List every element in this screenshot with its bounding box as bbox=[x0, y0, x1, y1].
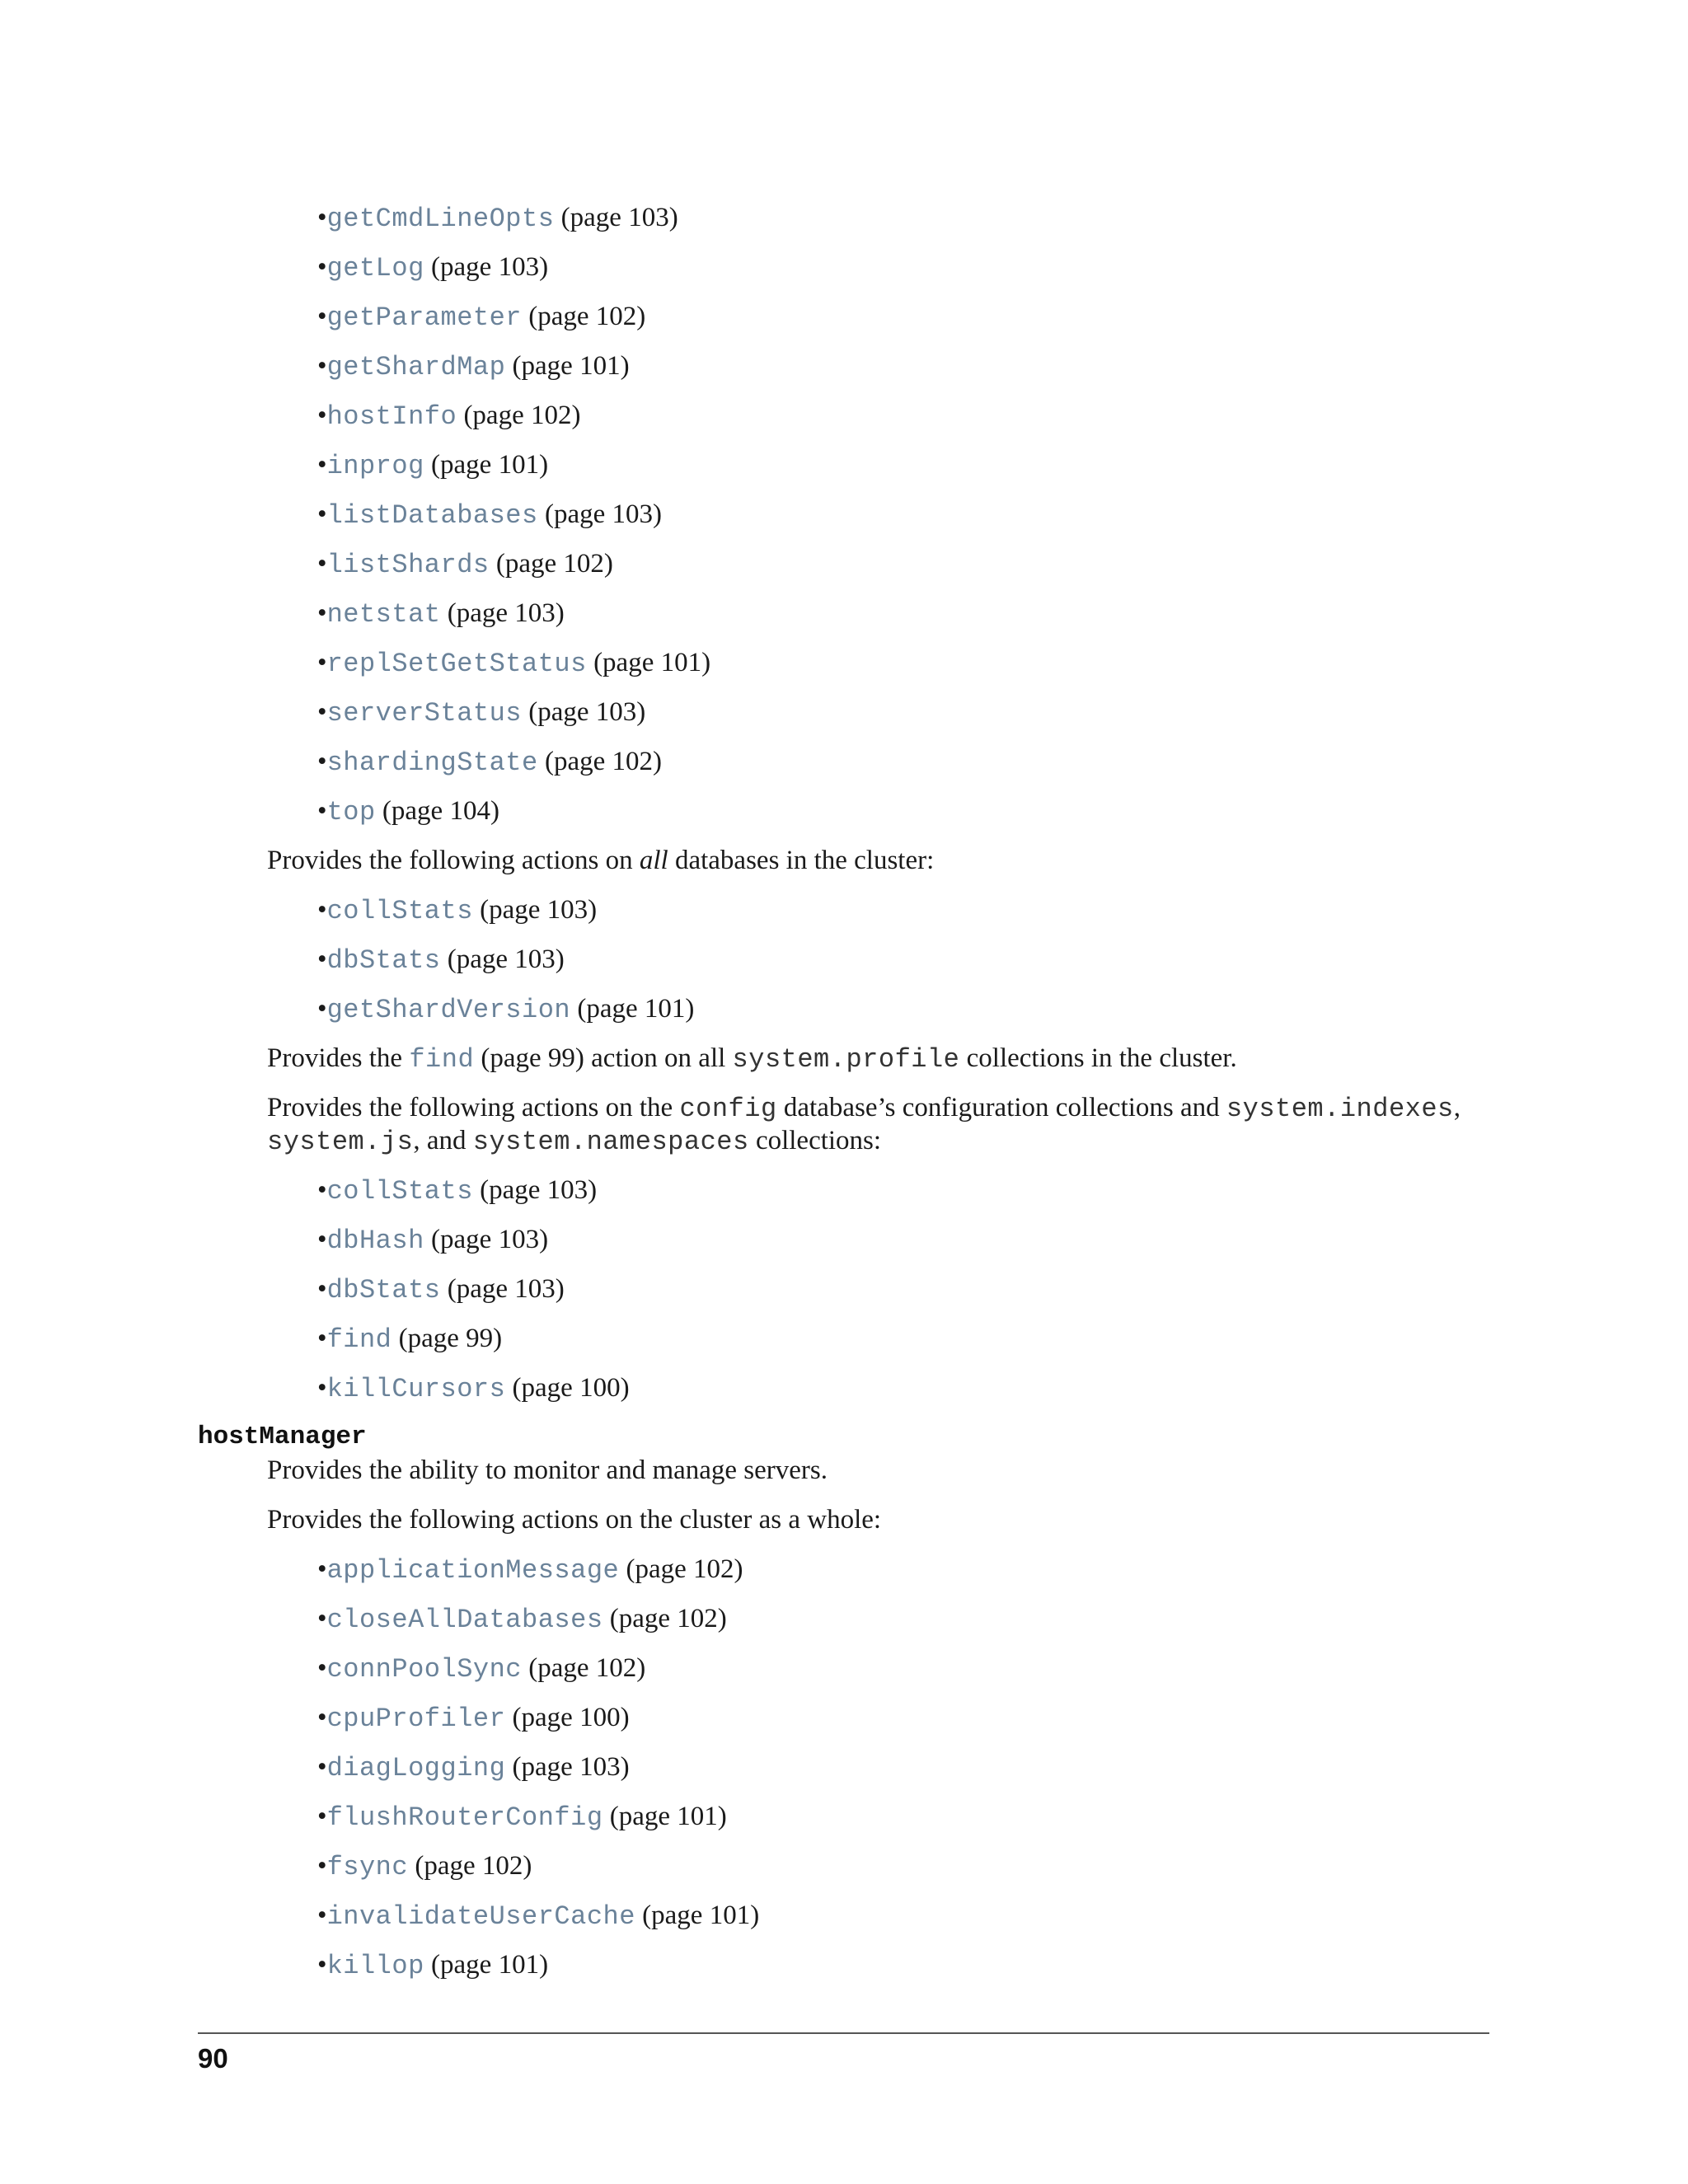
action-link[interactable]: listShards bbox=[326, 550, 490, 580]
action-link[interactable]: getLog bbox=[326, 253, 424, 284]
paragraph-config-line-1: Provides the following actions on the config database’s configuration collections and system.indexes, bbox=[267, 1093, 1461, 1124]
host-manager-description: Provides the ability to monitor and manage servers. bbox=[267, 1455, 828, 1485]
list-item: •inprog (page 101) bbox=[317, 450, 549, 481]
action-link[interactable]: dbHash bbox=[326, 1226, 424, 1256]
paragraph-all-databases: Provides the following actions on all databases in the cluster: bbox=[267, 846, 935, 875]
action-link[interactable]: top bbox=[326, 797, 376, 827]
list-item: •invalidateUserCache (page 101) bbox=[317, 1900, 760, 1932]
action-link[interactable]: collStats bbox=[326, 896, 473, 926]
action-link[interactable]: dbStats bbox=[326, 1275, 441, 1305]
list-item: •killCursors (page 100) bbox=[317, 1373, 630, 1404]
action-link[interactable]: getShardMap bbox=[326, 352, 506, 382]
list-item: •getShardMap (page 101) bbox=[317, 351, 630, 382]
list-item: •diagLogging (page 103) bbox=[317, 1752, 630, 1783]
list-item: •cpuProfiler (page 100) bbox=[317, 1703, 630, 1734]
list-item: •shardingState (page 102) bbox=[317, 747, 662, 778]
action-link[interactable]: connPoolSync bbox=[326, 1654, 522, 1685]
action-link[interactable]: diagLogging bbox=[326, 1753, 506, 1783]
list-item: •killop (page 101) bbox=[317, 1950, 549, 1981]
list-item: •listShards (page 102) bbox=[317, 549, 613, 580]
action-link[interactable]: dbStats bbox=[326, 945, 441, 976]
list-item: •collStats (page 103) bbox=[317, 1175, 598, 1207]
role-term-host-manager: hostManager bbox=[198, 1422, 367, 1451]
list-item: •getCmdLineOpts (page 103) bbox=[317, 203, 678, 234]
action-link[interactable]: flushRouterConfig bbox=[326, 1802, 603, 1833]
list-item: •dbHash (page 103) bbox=[317, 1225, 549, 1256]
action-link[interactable]: replSetGetStatus bbox=[326, 649, 587, 679]
action-link[interactable]: getParameter bbox=[326, 302, 522, 333]
action-link[interactable]: getShardVersion bbox=[326, 995, 571, 1025]
action-link[interactable]: fsync bbox=[326, 1852, 409, 1882]
list-item: •listDatabases (page 103) bbox=[317, 499, 662, 531]
page-number: 90 bbox=[198, 2043, 228, 2074]
action-link[interactable]: netstat bbox=[326, 599, 441, 630]
list-item: •applicationMessage (page 102) bbox=[317, 1554, 743, 1586]
list-item: •collStats (page 103) bbox=[317, 895, 598, 926]
list-item: •connPoolSync (page 102) bbox=[317, 1653, 646, 1685]
action-link[interactable]: hostInfo bbox=[326, 401, 457, 432]
action-link[interactable]: killop bbox=[326, 1951, 424, 1981]
action-link[interactable]: killCursors bbox=[326, 1374, 506, 1404]
action-link[interactable]: listDatabases bbox=[326, 500, 538, 531]
find-link[interactable]: find bbox=[409, 1044, 475, 1075]
list-item: •netstat (page 103) bbox=[317, 598, 565, 630]
action-link[interactable]: cpuProfiler bbox=[326, 1704, 506, 1734]
action-link[interactable]: getCmdLineOpts bbox=[326, 204, 555, 234]
action-link[interactable]: applicationMessage bbox=[326, 1555, 620, 1586]
list-item: •getParameter (page 102) bbox=[317, 302, 646, 333]
list-item: •find (page 99) bbox=[317, 1324, 503, 1355]
paragraph-config-line-2: system.js, and system.namespaces collections: bbox=[267, 1126, 882, 1157]
footer-rule bbox=[198, 2032, 1489, 2034]
list-item: •fsync (page 102) bbox=[317, 1851, 532, 1882]
action-link[interactable]: serverStatus bbox=[326, 698, 522, 729]
host-manager-intro: Provides the following actions on the cluster as a whole: bbox=[267, 1505, 882, 1535]
action-link[interactable]: shardingState bbox=[326, 748, 538, 778]
list-item: •top (page 104) bbox=[317, 796, 499, 827]
action-link[interactable]: invalidateUserCache bbox=[326, 1901, 635, 1932]
list-item: •flushRouterConfig (page 101) bbox=[317, 1802, 727, 1833]
list-item: •closeAllDatabases (page 102) bbox=[317, 1604, 727, 1635]
list-item: •getLog (page 103) bbox=[317, 252, 549, 284]
list-item: •getShardVersion (page 101) bbox=[317, 994, 695, 1025]
paragraph-system-profile: Provides the find (page 99) action on all system.profile collections in the cluster. bbox=[267, 1043, 1237, 1075]
list-item: •hostInfo (page 102) bbox=[317, 401, 581, 432]
list-item: •replSetGetStatus (page 101) bbox=[317, 648, 711, 679]
action-link[interactable]: collStats bbox=[326, 1176, 473, 1207]
list-item: •dbStats (page 103) bbox=[317, 1274, 565, 1305]
action-link[interactable]: closeAllDatabases bbox=[326, 1605, 603, 1635]
action-link[interactable]: find bbox=[326, 1324, 392, 1355]
list-item: •serverStatus (page 103) bbox=[317, 697, 646, 729]
list-item: •dbStats (page 103) bbox=[317, 944, 565, 976]
action-link[interactable]: inprog bbox=[326, 451, 424, 481]
